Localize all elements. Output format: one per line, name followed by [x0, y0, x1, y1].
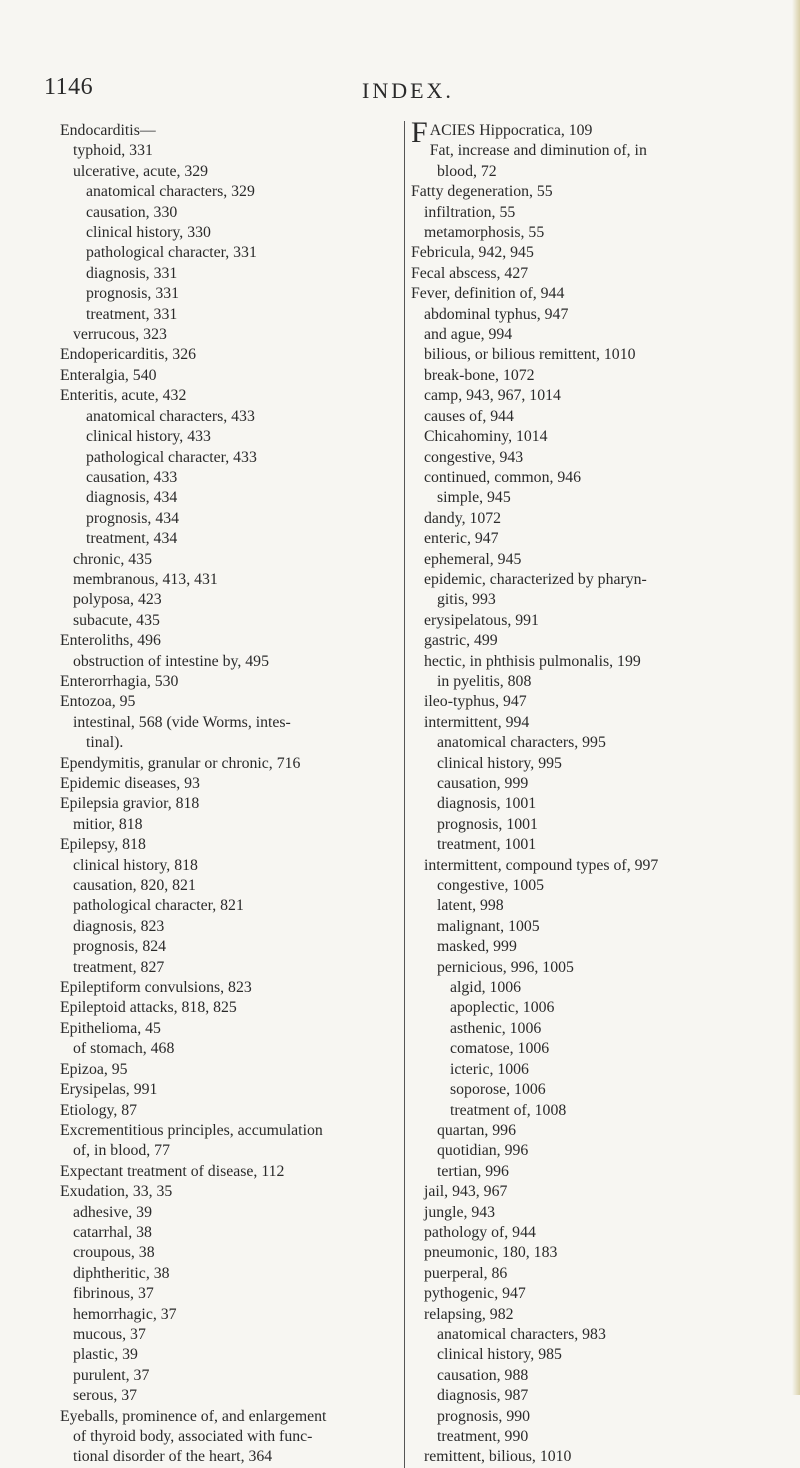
index-entry	[60, 1162, 392, 1182]
index-entry-text: polyposa, 423	[73, 591, 162, 609]
index-entry-text: gastric, 499	[424, 632, 498, 650]
index-entry-text: pythogenic, 947	[424, 1285, 526, 1303]
index-entry-text: Fever, definition of, 944	[411, 285, 565, 303]
index-entry	[411, 876, 771, 896]
index-entry	[411, 998, 771, 1018]
index-entry	[411, 1264, 771, 1284]
index-entry	[60, 1019, 392, 1039]
index-entry	[411, 325, 771, 345]
index-entry	[411, 692, 771, 712]
index-entry-text: prognosis, 434	[86, 509, 180, 527]
index-entry-text: blood, 72	[437, 162, 497, 180]
index-entry-text: anatomical characters, 329	[86, 183, 255, 201]
index-entry	[60, 1080, 392, 1100]
index-entry	[411, 1019, 771, 1039]
index-entry-text: Epidemic diseases, 93	[60, 775, 200, 792]
index-entry-text: clinical history, 818	[73, 856, 198, 874]
index-entry-text: Ependymitis, granular or chronic, 716	[60, 754, 301, 772]
index-entry	[411, 116, 771, 149]
index-entry	[411, 1345, 771, 1365]
index-entry-text: Epileptiform convulsions, 823	[60, 979, 252, 997]
index-entry	[60, 1284, 392, 1304]
index-entry	[60, 570, 392, 590]
index-entry	[411, 407, 771, 427]
index-entry	[60, 672, 392, 692]
index-entry-text: tinal).	[86, 734, 124, 752]
index-entry-text: erysipelatous, 991	[424, 611, 539, 629]
index-entry-text: diagnosis, 1001	[437, 795, 537, 813]
index-entry	[411, 856, 771, 876]
index-entry	[411, 754, 771, 774]
index-entry	[60, 876, 392, 896]
index-entry	[411, 141, 771, 161]
index-entry-text: mucous, 37	[73, 1325, 146, 1343]
index-entry	[60, 366, 392, 386]
index-entry	[60, 713, 392, 733]
index-entry-text: Enterorrhagia, 530	[60, 672, 179, 690]
index-entry-text: Fatty degeneration, 55	[411, 183, 553, 201]
index-entry	[60, 1325, 392, 1345]
index-entry	[60, 754, 392, 774]
index-entry-text: icteric, 1006	[450, 1060, 529, 1078]
index-entry-text: remittent, bilious, 1010	[424, 1448, 572, 1466]
index-entry-text: relapsing, 982	[424, 1305, 514, 1323]
index-entry	[60, 386, 392, 406]
index-entry	[60, 121, 392, 141]
index-entry-text: prognosis, 990	[437, 1407, 531, 1425]
index-entry	[60, 223, 392, 243]
index-entry-text: ACIES Hippocratica, 109	[429, 122, 593, 139]
index-entry-text: bilious, or bilious remittent, 1010	[424, 346, 636, 364]
index-entry-text: puerperal, 86	[424, 1264, 508, 1282]
index-entry	[60, 1447, 392, 1467]
running-head: INDEX.	[362, 78, 454, 103]
index-entry	[411, 366, 771, 386]
index-entry	[60, 958, 392, 978]
index-entry	[60, 345, 392, 365]
index-entry	[60, 468, 392, 488]
index-entry-text: anatomical characters, 433	[86, 407, 255, 425]
index-entry	[60, 264, 392, 284]
index-entry-text: Exudation, 33, 35	[60, 1183, 173, 1201]
index-entry-text: pneumonic, 180, 183	[424, 1244, 558, 1262]
index-entry-text: clinical history, 433	[86, 428, 211, 446]
index-entry-text: mitior, 818	[73, 815, 143, 833]
index-entry-text: Epizoa, 95	[60, 1060, 128, 1078]
index-entry-text: pathological character, 331	[86, 244, 257, 262]
index-entry	[411, 488, 771, 508]
index-entry-text: hectic, in phthisis pulmonalis, 199	[424, 652, 641, 670]
index-entry-text: Entozoa, 95	[60, 693, 136, 711]
index-entry	[411, 305, 771, 325]
index-entry-text: congestive, 943	[424, 448, 524, 466]
index-entry	[60, 1264, 392, 1284]
index-entry-text: causation, 820, 821	[73, 877, 196, 895]
index-entry	[60, 896, 392, 916]
index-entry	[411, 896, 771, 916]
index-entry	[60, 1182, 392, 1202]
index-entry	[60, 325, 392, 345]
index-entry-text: anatomical characters, 983	[437, 1325, 606, 1343]
index-entry	[411, 284, 771, 304]
index-entry	[60, 550, 392, 570]
index-entry-text: clinical history, 985	[437, 1346, 562, 1364]
index-entry	[411, 1060, 771, 1080]
index-entry-text: subacute, 435	[73, 611, 160, 629]
index-entry-text: membranous, 413, 431	[73, 570, 218, 588]
index-entry-text: ephemeral, 945	[424, 550, 522, 568]
index-entry	[411, 733, 771, 753]
index-entry	[411, 468, 771, 488]
index-entry-text: epidemic, characterized by pharyn-	[424, 570, 647, 588]
index-entry	[411, 345, 771, 365]
index-entry	[60, 284, 392, 304]
index-entry	[60, 1203, 392, 1223]
index-entry	[411, 713, 771, 733]
index-entry	[411, 1162, 771, 1182]
index-entry-text: Eyeballs, prominence of, and enlargement	[60, 1407, 327, 1425]
index-entry-text: Enteroliths, 496	[60, 632, 161, 650]
index-entry-text: Endopericarditis, 326	[60, 346, 196, 364]
index-entry	[60, 590, 392, 610]
index-entry-text: treatment of, 1008	[450, 1101, 567, 1119]
index-entry-text: of thyroid body, associated with func-	[73, 1428, 313, 1445]
index-entry	[60, 937, 392, 957]
index-entry-text: plastic, 39	[73, 1346, 138, 1364]
index-entry-text: anatomical characters, 995	[437, 734, 606, 752]
index-entry	[411, 223, 771, 243]
index-entry-text: adhesive, 39	[73, 1203, 152, 1221]
index-entry-text: enteric, 947	[424, 530, 499, 548]
index-entry-text: quartan, 996	[437, 1121, 516, 1139]
index-entry-text: prognosis, 1001	[437, 815, 538, 833]
index-entry-text: diagnosis, 434	[86, 489, 178, 507]
index-entry	[411, 815, 771, 835]
index-entry-text: simple, 945	[437, 489, 511, 507]
index-entry-text: pathology of, 944	[424, 1223, 536, 1241]
index-entry-text: tertian, 996	[437, 1162, 509, 1180]
index-column-right	[404, 116, 771, 1468]
index-entry-text: gitis, 993	[437, 591, 496, 609]
index-entry-text: intermittent, compound types of, 997	[424, 856, 659, 874]
index-entry-text: treatment, 1001	[437, 836, 537, 854]
index-entry-text: Expectant treatment of disease, 112	[60, 1162, 285, 1180]
index-entry	[411, 1141, 771, 1161]
index-entry-text: pathological character, 433	[86, 448, 257, 466]
index-entry	[60, 998, 392, 1018]
drop-cap: F	[411, 116, 428, 149]
index-entry-text: jungle, 943	[424, 1203, 496, 1221]
index-entry	[60, 1386, 392, 1406]
index-entry-text: in pyelitis, 808	[437, 672, 532, 690]
index-entry-text: soporose, 1006	[450, 1081, 546, 1099]
index-entry-text: of stomach, 468	[73, 1040, 175, 1058]
index-entry	[60, 407, 392, 427]
index-entry-text: Enteritis, acute, 432	[60, 387, 187, 405]
index-entry-text: purulent, 37	[73, 1366, 150, 1384]
index-entry	[60, 1039, 392, 1059]
index-entry-text: and ague, 994	[424, 326, 513, 344]
index-entry-text: diagnosis, 987	[437, 1387, 529, 1405]
index-entry	[60, 488, 392, 508]
index-entry-text: Epilepsia gravior, 818	[60, 795, 200, 813]
index-entry-text: Epilepsy, 818	[60, 836, 146, 854]
index-entry-text: Fecal abscess, 427	[411, 264, 529, 282]
index-entry-text: jail, 943, 967	[424, 1183, 508, 1201]
index-entry-text: clinical history, 330	[86, 224, 211, 242]
index-entry	[411, 509, 771, 529]
index-entry	[60, 1243, 392, 1263]
index-entry-text: catarrhal, 38	[73, 1223, 152, 1241]
index-entry-text: comatose, 1006	[450, 1040, 550, 1058]
index-entry-text: obstruction of intestine by, 495	[73, 652, 269, 670]
index-entry-text: continued, common, 946	[424, 468, 582, 486]
index-entry-text: latent, 998	[437, 897, 504, 915]
index-entry	[60, 631, 392, 651]
index-entry-text: dandy, 1072	[424, 509, 502, 527]
index-entry	[411, 958, 771, 978]
index-entry-text: of, in blood, 77	[73, 1142, 170, 1160]
index-entry-text: Chicahominy, 1014	[424, 428, 548, 446]
index-entry	[411, 1305, 771, 1325]
index-entry	[411, 1223, 771, 1243]
index-entry	[60, 1427, 392, 1447]
index-entry	[60, 652, 392, 672]
index-entry	[60, 203, 392, 223]
index-entry	[60, 243, 392, 263]
index-entry	[60, 1366, 392, 1386]
index-entry	[411, 529, 771, 549]
index-entry	[411, 611, 771, 631]
index-entry	[60, 529, 392, 549]
index-entry-text: asthenic, 1006	[450, 1019, 542, 1037]
index-entry	[60, 427, 392, 447]
index-entry	[411, 550, 771, 570]
index-entry-text: croupous, 38	[73, 1244, 155, 1262]
index-entry-text: causation, 999	[437, 775, 529, 792]
index-entry	[411, 917, 771, 937]
index-entry-text: prognosis, 824	[73, 938, 167, 956]
index-entry-text: infiltration, 55	[424, 203, 516, 221]
index-entry	[411, 570, 771, 590]
index-entry-text: quotidian, 996	[437, 1142, 529, 1160]
index-entry-text: ulcerative, acute, 329	[73, 162, 209, 180]
index-entry	[411, 448, 771, 468]
index-entry	[411, 1325, 771, 1345]
index-entry	[60, 1121, 392, 1141]
index-entry	[411, 427, 771, 447]
index-entry-text: Febricula, 942, 945	[411, 244, 534, 262]
index-entry-text: apoplectic, 1006	[450, 999, 555, 1017]
index-entry-text: diphtheritic, 38	[73, 1264, 170, 1282]
index-entry-text: fibrinous, 37	[73, 1285, 154, 1303]
index-entry	[411, 774, 771, 794]
index-entry-text: typhoid, 331	[73, 142, 153, 160]
index-entry	[60, 611, 392, 631]
index-entry-text: pernicious, 996, 1005	[437, 958, 574, 976]
index-entry-text: treatment, 827	[73, 958, 165, 976]
index-entry-text: tional disorder of the heart, 364	[73, 1448, 273, 1466]
index-entry	[60, 305, 392, 325]
index-entry	[411, 1447, 771, 1467]
index-entry-text: malignant, 1005	[437, 917, 540, 935]
index-entry-text: treatment, 331	[86, 305, 178, 323]
index-entry-text: chronic, 435	[73, 550, 152, 568]
index-entry-text: Enteralgia, 540	[60, 366, 157, 384]
index-entry-text: diagnosis, 823	[73, 917, 165, 935]
index-entry	[60, 1345, 392, 1365]
index-entry	[411, 794, 771, 814]
index-entry-text: pathological character, 821	[73, 897, 244, 915]
index-entry	[411, 631, 771, 651]
index-entry	[60, 1101, 392, 1121]
index-entry	[411, 672, 771, 692]
page-number: 1146	[44, 74, 94, 100]
index-entry	[411, 182, 771, 202]
index-entry-text: serous, 37	[73, 1387, 138, 1405]
index-entry-text: Excrementitious principles, accumulation	[60, 1121, 323, 1139]
index-entry-text: Fat, increase and diminution of, in	[429, 142, 647, 160]
index-entry-text: causation, 988	[437, 1366, 529, 1384]
index-entry-text: verrucous, 323	[73, 326, 167, 344]
index-entry-text: algid, 1006	[450, 979, 522, 997]
index-entry	[411, 264, 771, 284]
index-entry	[60, 733, 392, 753]
index-entry	[60, 182, 392, 202]
index-entry	[60, 141, 392, 161]
index-entry-text: Etiology, 87	[60, 1101, 138, 1119]
index-entry	[411, 1101, 771, 1121]
index-entry-text: clinical history, 995	[437, 754, 562, 772]
index-entry-text: treatment, 434	[86, 530, 178, 548]
index-entry	[60, 835, 392, 855]
index-entry	[411, 1243, 771, 1263]
index-entry	[411, 1039, 771, 1059]
index-entry-text: break-bone, 1072	[424, 366, 535, 384]
index-entry	[60, 1223, 392, 1243]
index-entry	[60, 815, 392, 835]
index-entry	[60, 162, 392, 182]
index-entry	[60, 1305, 392, 1325]
index-entry-text: metamorphosis, 55	[424, 224, 545, 242]
page-edge	[792, 0, 800, 1395]
index-entry	[60, 509, 392, 529]
index-entry	[60, 856, 392, 876]
index-entry-text: causation, 330	[86, 203, 178, 221]
index-entry	[411, 978, 771, 998]
index-entry-text: congestive, 1005	[437, 877, 545, 895]
index-entry	[411, 1427, 771, 1447]
index-entry	[60, 692, 392, 712]
index-entry-text: Endocarditis—	[60, 122, 156, 139]
index-entry	[411, 1386, 771, 1406]
index-entry	[60, 1060, 392, 1080]
index-entry-text: masked, 999	[437, 938, 517, 956]
index-entry-text: Epithelioma, 45	[60, 1019, 161, 1037]
index-entry	[60, 448, 392, 468]
index-entry-text: intestinal, 568 (vide Worms, intes-	[73, 713, 291, 731]
index-entry	[411, 937, 771, 957]
index-entry-text: hemorrhagic, 37	[73, 1305, 177, 1323]
index-column-left	[60, 121, 392, 1468]
index-entry-text: ileo-typhus, 947	[424, 693, 527, 711]
index-entry-text: causation, 433	[86, 468, 178, 486]
index-entry	[411, 243, 771, 263]
index-entry	[411, 1407, 771, 1427]
index-entry	[411, 386, 771, 406]
index-entry	[411, 203, 771, 223]
index-entry	[411, 1080, 771, 1100]
index-entry-text: causes of, 944	[424, 407, 514, 425]
index-entry	[411, 1203, 771, 1223]
index-entry	[411, 162, 771, 182]
index-entry	[411, 1121, 771, 1141]
index-entry	[411, 1284, 771, 1304]
index-entry	[60, 1141, 392, 1161]
index-entry-text: abdominal typhus, 947	[424, 305, 569, 323]
index-entry-text: camp, 943, 967, 1014	[424, 387, 561, 405]
index-entry-text: diagnosis, 331	[86, 264, 178, 282]
index-entry-text: Erysipelas, 991	[60, 1081, 158, 1099]
index-entry	[60, 1407, 392, 1427]
index-entry	[411, 1182, 771, 1202]
index-entry	[60, 978, 392, 998]
index-entry	[60, 774, 392, 794]
index-entry	[411, 590, 771, 610]
index-entry	[60, 794, 392, 814]
index-entry-text: treatment, 990	[437, 1428, 529, 1445]
index-entry	[411, 1366, 771, 1386]
index-entry-text: intermittent, 994	[424, 713, 530, 731]
index-entry	[411, 652, 771, 672]
index-entry	[60, 917, 392, 937]
index-entry-text: Epileptoid attacks, 818, 825	[60, 999, 237, 1017]
index-entry-text: prognosis, 331	[86, 285, 180, 303]
index-entry	[411, 835, 771, 855]
